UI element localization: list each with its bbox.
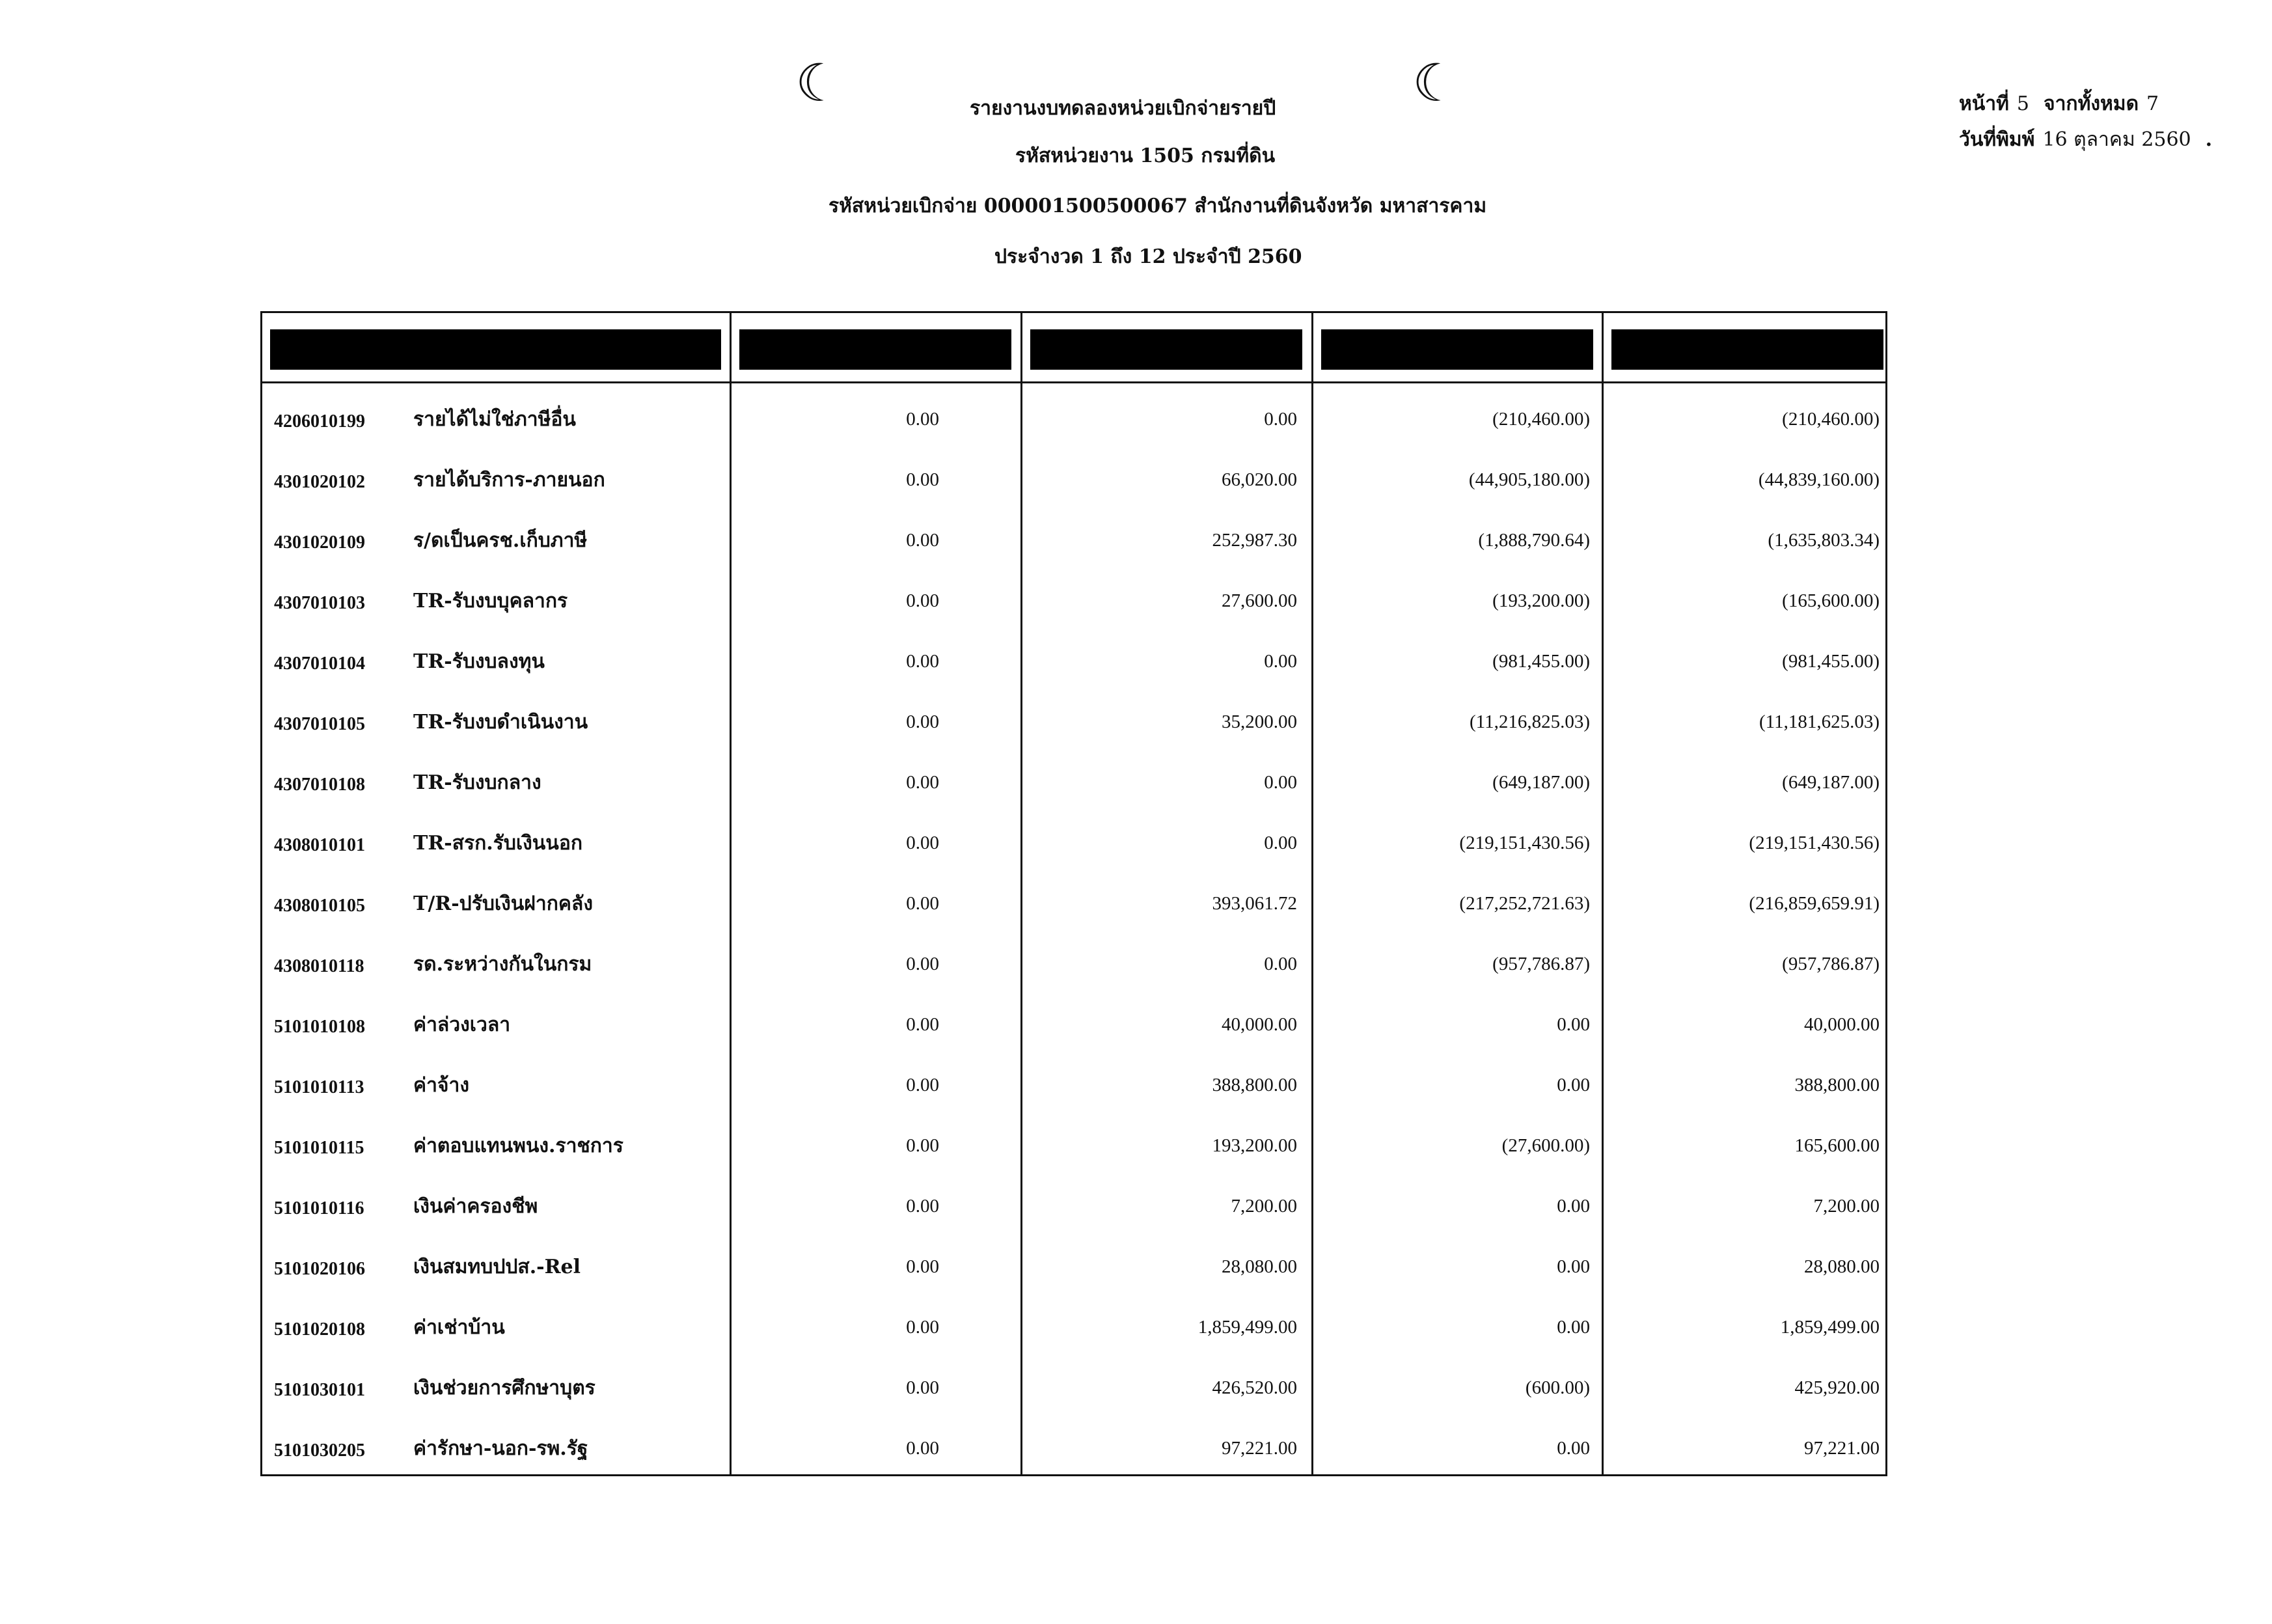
amount-col1: 0.00: [906, 833, 939, 853]
account-name: รายได้ไม่ใช่ภาษีอื่น: [413, 408, 576, 431]
account-name: TR-รับงบกลาง: [413, 771, 541, 794]
table-row: [262, 1054, 1885, 1114]
amount-col4: 40,000.00: [1804, 1014, 1880, 1035]
amount-col3: (219,151,430.56): [1459, 833, 1590, 853]
amount-col3: (957,786.87): [1492, 954, 1590, 974]
account-code: 4307010105: [274, 714, 365, 734]
table-row: [262, 509, 1885, 570]
account-code: 5101020106: [274, 1259, 365, 1279]
account-name: เงินช่วยการศึกษาบุตร: [413, 1377, 595, 1399]
amount-col3: (193,200.00): [1492, 590, 1590, 611]
amount-col1: 0.00: [906, 590, 939, 611]
account-name: ร/ดเป็นครช.เก็บภาษี: [413, 529, 588, 552]
account-name: รายได้บริการ-ภายนอก: [413, 469, 605, 491]
amount-col4: (219,151,430.56): [1749, 833, 1880, 853]
amount-col4: 7,200.00: [1813, 1196, 1880, 1217]
print-date-info: [1959, 130, 2212, 150]
total-pages: 7: [2146, 92, 2159, 115]
amount-col2: 252,987.30: [1212, 530, 1297, 551]
table-row: [262, 872, 1885, 933]
account-name: รด.ระหว่างกันในกรม: [413, 953, 592, 976]
table-row: [262, 1296, 1885, 1356]
account-name: TR-รับงบบุคลากร: [413, 590, 568, 612]
amount-col2: 0.00: [1264, 409, 1297, 430]
amount-col2: 193,200.00: [1212, 1135, 1297, 1156]
account-name: T/R-ปรับเงินฝากคลัง: [413, 892, 593, 915]
account-code: 4308010101: [274, 835, 365, 855]
table-row: [262, 1235, 1885, 1296]
account-name: เงินสมทบปปส.-Rel: [413, 1256, 581, 1278]
page-label: หน้าที่: [1959, 92, 2009, 115]
account-code: 5101030101: [274, 1380, 365, 1400]
account-code: 4206010199: [274, 411, 365, 432]
table-row: [262, 1175, 1885, 1235]
amount-col3: (27,600.00): [1501, 1135, 1590, 1156]
amount-col3: 0.00: [1557, 1438, 1590, 1459]
agency-code: รหัสหน่วยงาน 1505 กรมที่ดิน: [1015, 145, 1276, 167]
account-code: 4301020109: [274, 532, 365, 553]
amount-col1: 0.00: [906, 772, 939, 793]
amount-col1: 0.00: [906, 530, 939, 551]
redacted-header-account: [270, 329, 721, 370]
amount-col1: 0.00: [906, 1075, 939, 1095]
amount-col4: (210,460.00): [1782, 409, 1880, 430]
amount-col2: 28,080.00: [1222, 1256, 1297, 1277]
amount-col4: 388,800.00: [1794, 1075, 1880, 1095]
account-name: TR-รับงบลงทุน: [413, 650, 545, 673]
table-row: [262, 630, 1885, 691]
amount-col1: 0.00: [906, 1135, 939, 1156]
amount-col4: (216,859,659.91): [1749, 893, 1880, 914]
amount-col3: (600.00): [1525, 1377, 1590, 1398]
account-name: ค่าล่วงเวลา: [413, 1013, 511, 1036]
amount-col4: (981,455.00): [1782, 651, 1880, 672]
amount-col2: 0.00: [1264, 651, 1297, 672]
amount-col4: (1,635,803.34): [1768, 530, 1880, 551]
amount-col1: 0.00: [906, 711, 939, 732]
amount-col2: 393,061.72: [1212, 893, 1297, 914]
print-date: 16 ตุลาคม 2560: [2042, 128, 2191, 151]
crescent-mark-right-icon: ☾: [1412, 53, 1459, 113]
amount-col2: 40,000.00: [1222, 1014, 1297, 1035]
report-period: ประจำงวด 1 ถึง 12 ประจำปี 2560: [994, 245, 1302, 268]
account-name: TR-สรก.รับเงินนอก: [413, 832, 582, 855]
account-code: 5101030205: [274, 1440, 365, 1461]
amount-col2: 0.00: [1264, 772, 1297, 793]
table-row: [262, 691, 1885, 751]
amount-col1: 0.00: [906, 1014, 939, 1035]
amount-col2: 1,859,499.00: [1198, 1317, 1297, 1338]
page-number: 5: [2016, 92, 2029, 115]
trailing-mark: .: [2205, 128, 2213, 151]
amount-col1: 0.00: [906, 1377, 939, 1398]
account-code: 4308010105: [274, 896, 365, 916]
table-row: [262, 1417, 1885, 1478]
account-name: TR-รับงบดำเนินงาน: [413, 711, 588, 734]
amount-col4: (649,187.00): [1782, 772, 1880, 793]
amount-col3: (217,252,721.63): [1459, 893, 1590, 914]
amount-col3: (981,455.00): [1492, 651, 1590, 672]
account-code: 5101010116: [274, 1198, 364, 1218]
report-title: รายงานงบทดลองหน่วยเบิกจ่ายรายปี: [970, 97, 1276, 120]
amount-col2: 426,520.00: [1212, 1377, 1297, 1398]
amount-col1: 0.00: [906, 893, 939, 914]
amount-col4: (165,600.00): [1782, 590, 1880, 611]
amount-col3: (649,187.00): [1492, 772, 1590, 793]
amount-col2: 66,020.00: [1222, 469, 1297, 490]
table-row: [262, 933, 1885, 993]
amount-col2: 97,221.00: [1222, 1438, 1297, 1459]
account-name: ค่าตอบแทนพนง.ราชการ: [413, 1135, 623, 1157]
table-row: [262, 1114, 1885, 1175]
amount-col1: 0.00: [906, 1317, 939, 1338]
amount-col4: (957,786.87): [1782, 954, 1880, 974]
amount-col3: (1,888,790.64): [1478, 530, 1590, 551]
account-code: 4307010103: [274, 593, 365, 613]
account-code: 5101010115: [274, 1138, 364, 1158]
amount-col3: 0.00: [1557, 1014, 1590, 1035]
amount-col4: 165,600.00: [1794, 1135, 1880, 1156]
page-number-info: [1959, 94, 2173, 114]
amount-col1: 0.00: [906, 651, 939, 672]
crescent-mark-left-icon: ☾: [795, 53, 842, 113]
amount-col1: 0.00: [906, 1256, 939, 1277]
redacted-header-col3: [1321, 329, 1593, 370]
amount-col4: (44,839,160.00): [1758, 469, 1880, 490]
table-row: [262, 993, 1885, 1054]
table-row: [262, 570, 1885, 630]
account-name: เงินค่าครองชีพ: [413, 1195, 538, 1218]
amount-col4: (11,181,625.03): [1759, 711, 1880, 732]
account-code: 4308010118: [274, 956, 364, 976]
account-name: ค่าเช่าบ้าน: [413, 1316, 505, 1339]
amount-col3: 0.00: [1557, 1256, 1590, 1277]
amount-col4: 97,221.00: [1804, 1438, 1880, 1459]
amount-col2: 7,200.00: [1231, 1196, 1297, 1217]
account-name: ค่ารักษา-นอก-รพ.รัฐ: [413, 1437, 588, 1460]
amount-col4: 28,080.00: [1804, 1256, 1880, 1277]
print-date-label: วันที่พิมพ์: [1959, 128, 2035, 151]
disbursing-unit: รหัสหน่วยเบิกจ่าย 000001500500067 สำนักงานที่ดินจังหวัด มหาสารคาม: [828, 195, 1487, 217]
table-row: [262, 388, 1885, 448]
header-divider: [262, 381, 1885, 383]
account-code: 4307010108: [274, 775, 365, 795]
account-code: 4307010104: [274, 654, 365, 674]
redacted-header-col4: [1611, 329, 1883, 370]
amount-col1: 0.00: [906, 954, 939, 974]
account-code: 5101010108: [274, 1017, 365, 1037]
amount-col2: 35,200.00: [1222, 711, 1297, 732]
redacted-header-col1: [739, 329, 1011, 370]
amount-col3: (210,460.00): [1492, 409, 1590, 430]
table-row: [262, 448, 1885, 509]
trial-balance-table: [260, 311, 1887, 1476]
table-row: [262, 1356, 1885, 1417]
amount-col3: 0.00: [1557, 1317, 1590, 1338]
amount-col3: (11,216,825.03): [1470, 711, 1590, 732]
amount-col3: (44,905,180.00): [1468, 469, 1590, 490]
amount-col2: 0.00: [1264, 954, 1297, 974]
redacted-header-col2: [1030, 329, 1302, 370]
amount-col1: 0.00: [906, 469, 939, 490]
account-code: 4301020102: [274, 472, 365, 492]
total-label: จากทั้งหมด: [2044, 92, 2139, 115]
amount-col2: 388,800.00: [1212, 1075, 1297, 1095]
amount-col3: 0.00: [1557, 1075, 1590, 1095]
account-name: ค่าจ้าง: [413, 1074, 469, 1097]
amount-col4: 425,920.00: [1794, 1377, 1880, 1398]
table-row: [262, 812, 1885, 872]
account-code: 5101010113: [274, 1077, 364, 1097]
amount-col1: 0.00: [906, 1196, 939, 1217]
amount-col4: 1,859,499.00: [1780, 1317, 1880, 1338]
amount-col1: 0.00: [906, 1438, 939, 1459]
amount-col1: 0.00: [906, 409, 939, 430]
amount-col3: 0.00: [1557, 1196, 1590, 1217]
table-row: [262, 751, 1885, 812]
account-code: 5101020108: [274, 1319, 365, 1340]
amount-col2: 0.00: [1264, 833, 1297, 853]
amount-col2: 27,600.00: [1222, 590, 1297, 611]
